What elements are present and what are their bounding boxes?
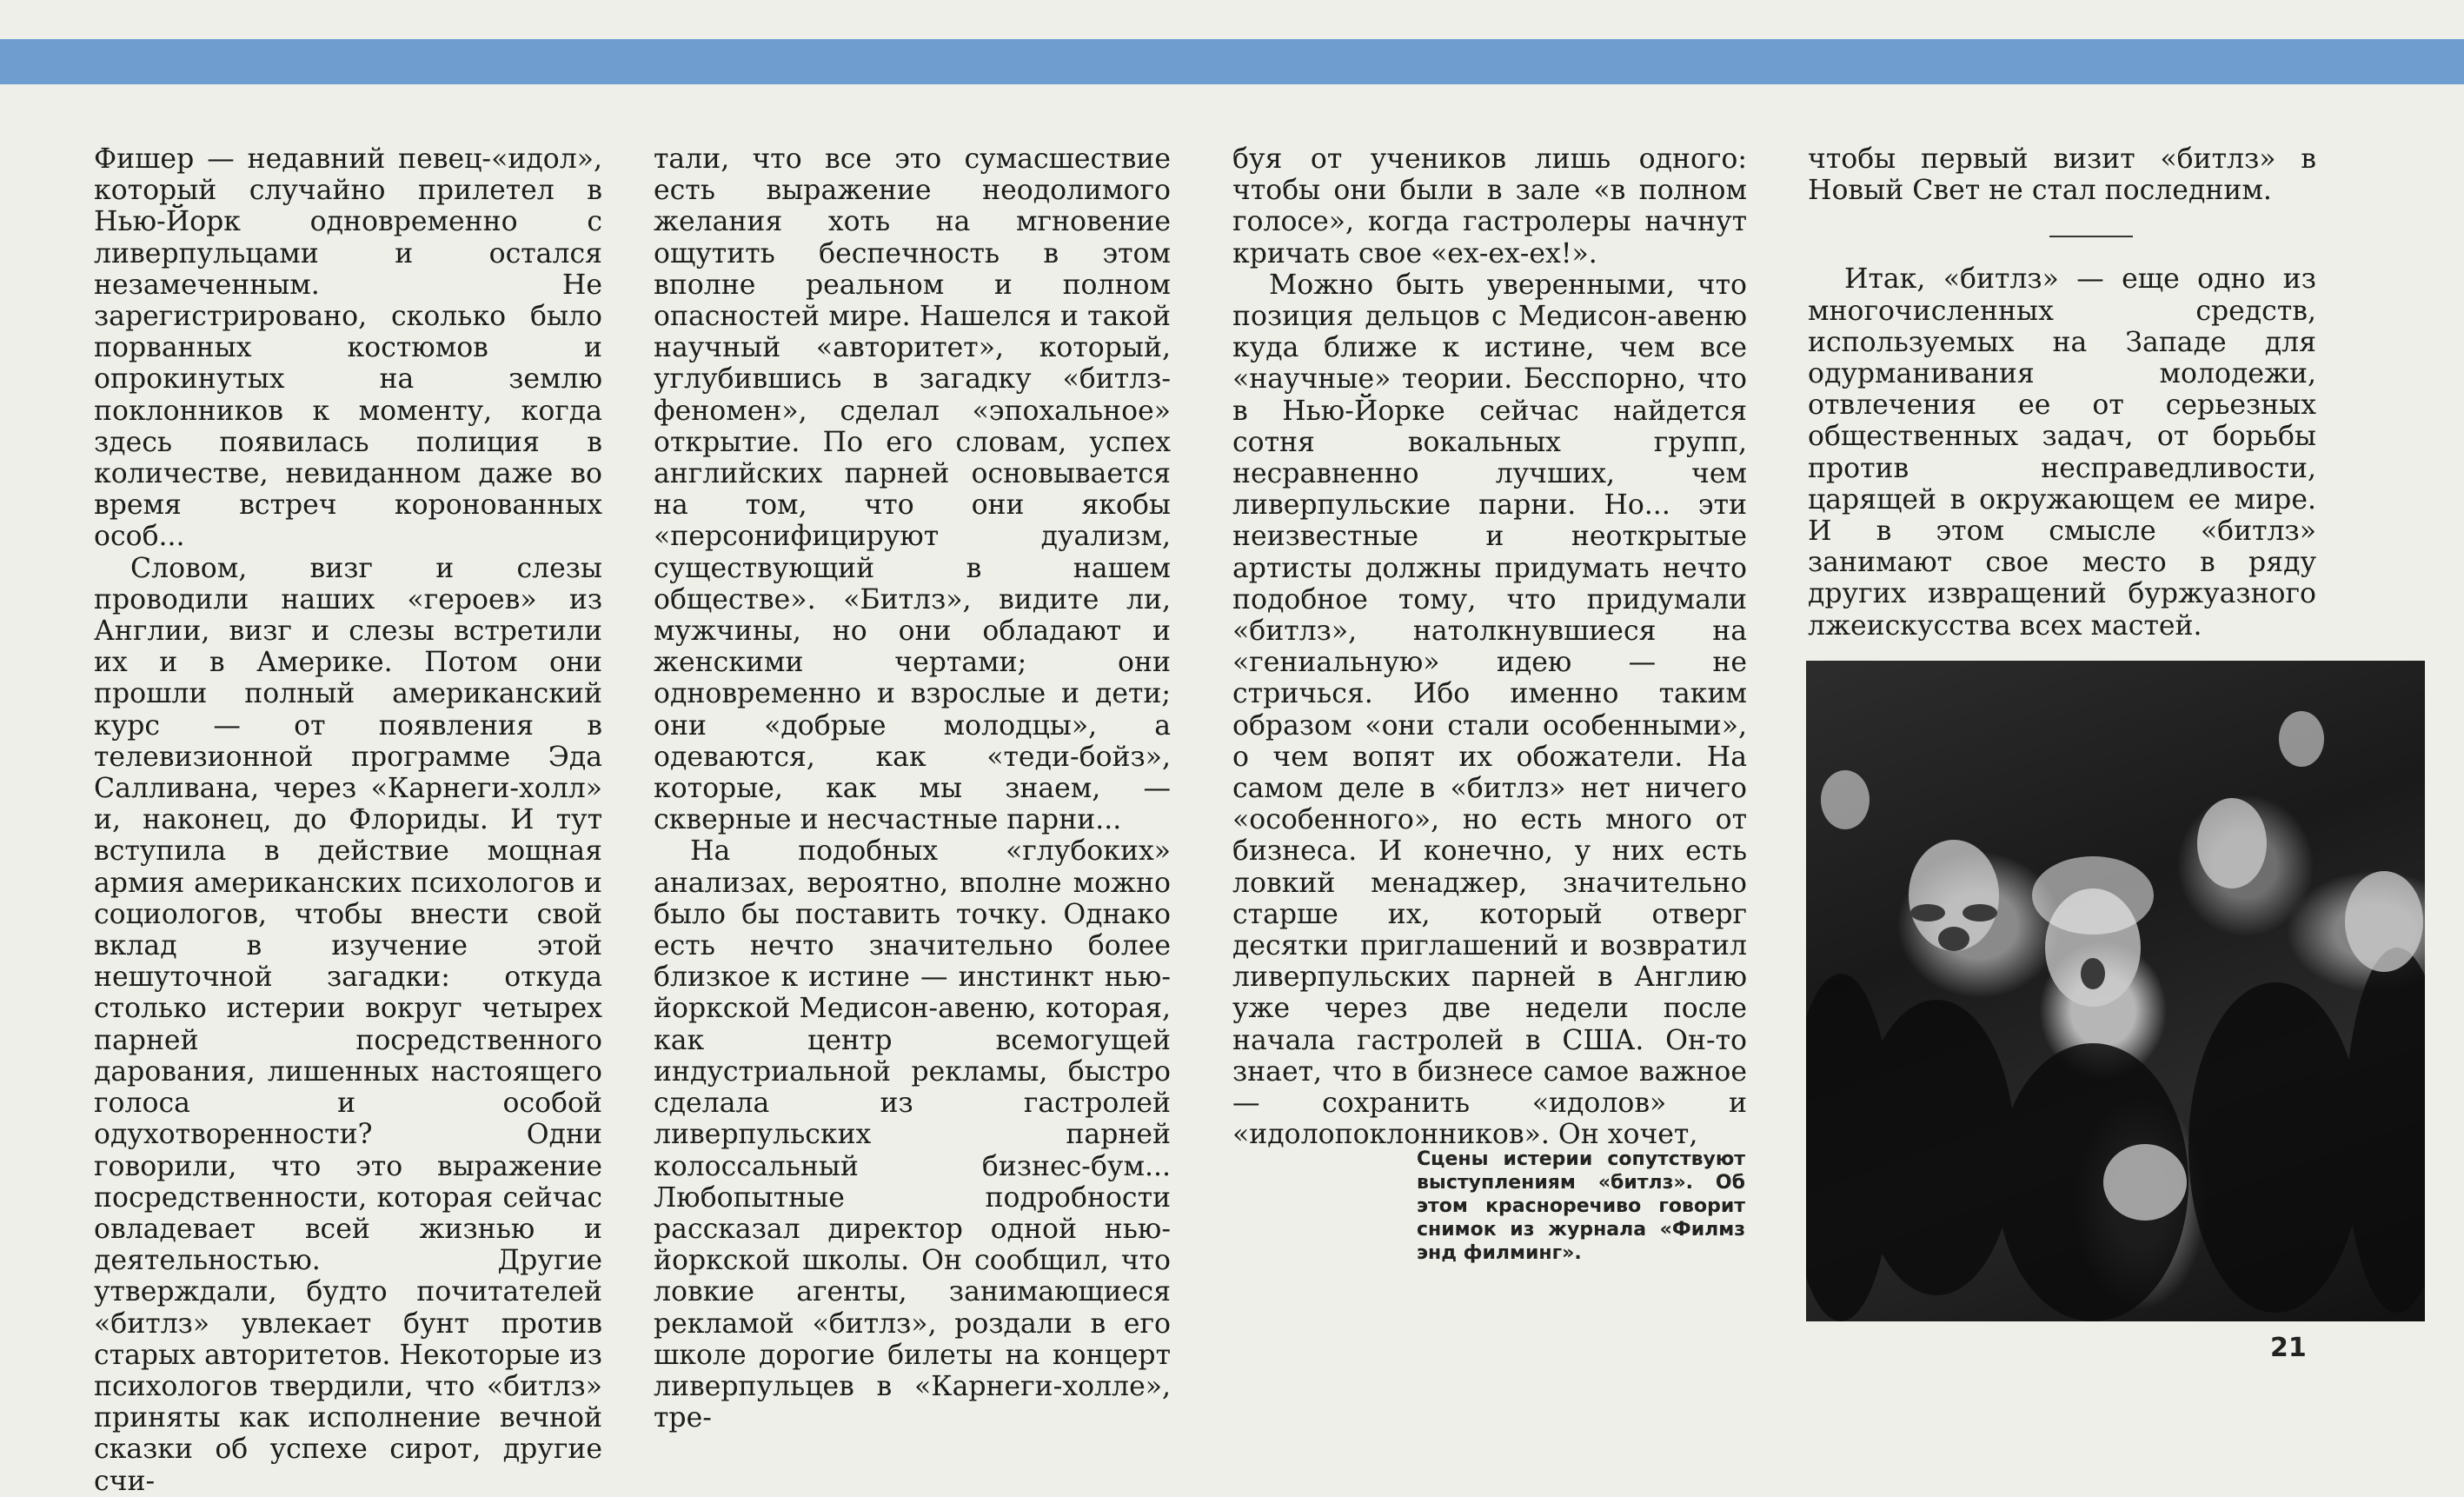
- paragraph: буя от учеников лишь одного: чтобы они были в зале «в полном голосе», когда гастролеры начнут кричать свое «ех-ех-ех!».: [1232, 143, 1747, 269]
- paragraph: Словом, визг и слезы проводили наших «героев» из Англии, визг и слезы встретили их и в Америке. Потом они прошли полный американский курс — от появления в телевизионной программе Эда Салливана, через «Карнеги-холл» и, наконец, до Флориды. И тут вступила в действие мощная армия американских психологов и социологов, чтобы внести свой вклад в изучение этой нешуточной загадки: откуда столько истерии вокруг четырех парней посредственного дарования, лишенных настоящего голоса и особой одухотворенности? Одни говорили, что это выражение посредственности, которая сейчас овладевает всей жизнью и деятельностью. Другие утверждали, будто почитателей «битлз» увлекает бунт против старых авторитетов. Некоторые из психологов твердили, что «битлз» приняты как исполнение вечной сказки об успехе сирот, другие счи-: [94, 552, 602, 1497]
- decorative-top-band: [0, 39, 2464, 84]
- paragraph: На подобных «глубоких» анализах, вероятно, вполне можно было бы поставить точку. Однако есть нечто значительно более близкое к истине — инстинкт нью-йоркской Медисон-авеню, которая, как центр всемогущей индустриальной рекламы, быстро сделала из гастролей ливерпульских парней колоссальный бизнес-бум... Любопытные подробности рассказал директор одной нью-йоркской школы. Он сообщил, что ловкие агенты, занимающиеся рекламой «битлз», роздали в его школе дорогие билеты на концерт ливерпульцев в «Карнеги-холле», тре-: [654, 835, 1171, 1434]
- paragraph: Итак, «битлз» — еще одно из многочисленных средств, используемых на Западе для одурманивания молодежи, отвлечения ее от серьезных общественных задач, от борьбы против несправедливости, царящей в окружающем ее мире. И в этом смысле «битлз» занимают свое место в ряду других извращений буржуазного лжеискусства всех мастей.: [1808, 263, 2316, 642]
- paragraph: чтобы первый визит «битлз» в Новый Свет не стал последним.: [1808, 143, 2316, 207]
- section-divider: [2049, 236, 2133, 237]
- article-column-2: [654, 143, 1171, 1434]
- article-column-3: [1232, 143, 1747, 1151]
- article-column-4: [1808, 143, 2316, 642]
- article-column-1: [94, 143, 602, 1497]
- page-number: 21: [2270, 1333, 2307, 1363]
- photo-figures: [1806, 661, 2425, 1321]
- concert-crowd-photo: [1806, 661, 2425, 1321]
- paragraph: тали, что все это сумасшествие есть выражение неодолимого желания хоть на мгновение ощутить беспечность в этом вполне реальном и полном опасностей мире. Нашелся и такой научный «авторитет», который, углубившись в загадку «битлз-феномен», сделал «эпохальное» открытие. По его словам, успех английских парней основывается на том, что они якобы «персонифицируют дуализм, существующий в нашем обществе». «Битлз», видите ли, мужчины, но они обладают и женскими чертами; они одновременно и взрослые и дети; они «добрые молодцы», а одеваются, как «теди-бойз», которые, как мы знаем, — скверные и несчастные парни...: [654, 143, 1171, 836]
- paragraph: Можно быть уверенными, что позиция дельцов с Медисон-авеню куда ближе к истине, чем все «научные» теории. Бесспорно, что в Нью-Йорке сейчас найдется сотня вокальных групп, несравненно лучших, чем ливерпульские парни. Но... эти неизвестные и неоткрытые артисты должны придумать нечто подобное тому, что придумали «битлз», натолкнувшиеся на «гениальную» идею — не стричься. Ибо именно таким образом «они стали особенными», о чем вопят их обожатели. На самом деле в «битлз» нет ничего «особенного», но есть много от бизнеса. И конечно, у них есть ловкий менаджер, значительно старше их, который отверг десятки приглашений и возвратил ливерпульских парней в Англию уже через две недели после начала гастролей в США. Он-то знает, что в бизнесе самое важное — сохранить «идолов» и «идолопоклонников». Он хочет,: [1232, 269, 1747, 1151]
- paragraph: Фишер — недавний певец-«идол», который случайно прилетел в Нью-Йорк одновременно с ливерпульцами и остался незамеченным. Не зарегистрировано, сколько было порванных костюмов и опрокинутых на землю поклонников к моменту, когда здесь появилась полиция в количестве, невиданном даже во время встреч коронованных особ...: [94, 143, 602, 553]
- photo-caption: Сцены истерии сопутствуют выступлениям «битлз». Об этом красноречиво говорит снимок из журнала «Филмз энд филминг».: [1417, 1148, 1745, 1264]
